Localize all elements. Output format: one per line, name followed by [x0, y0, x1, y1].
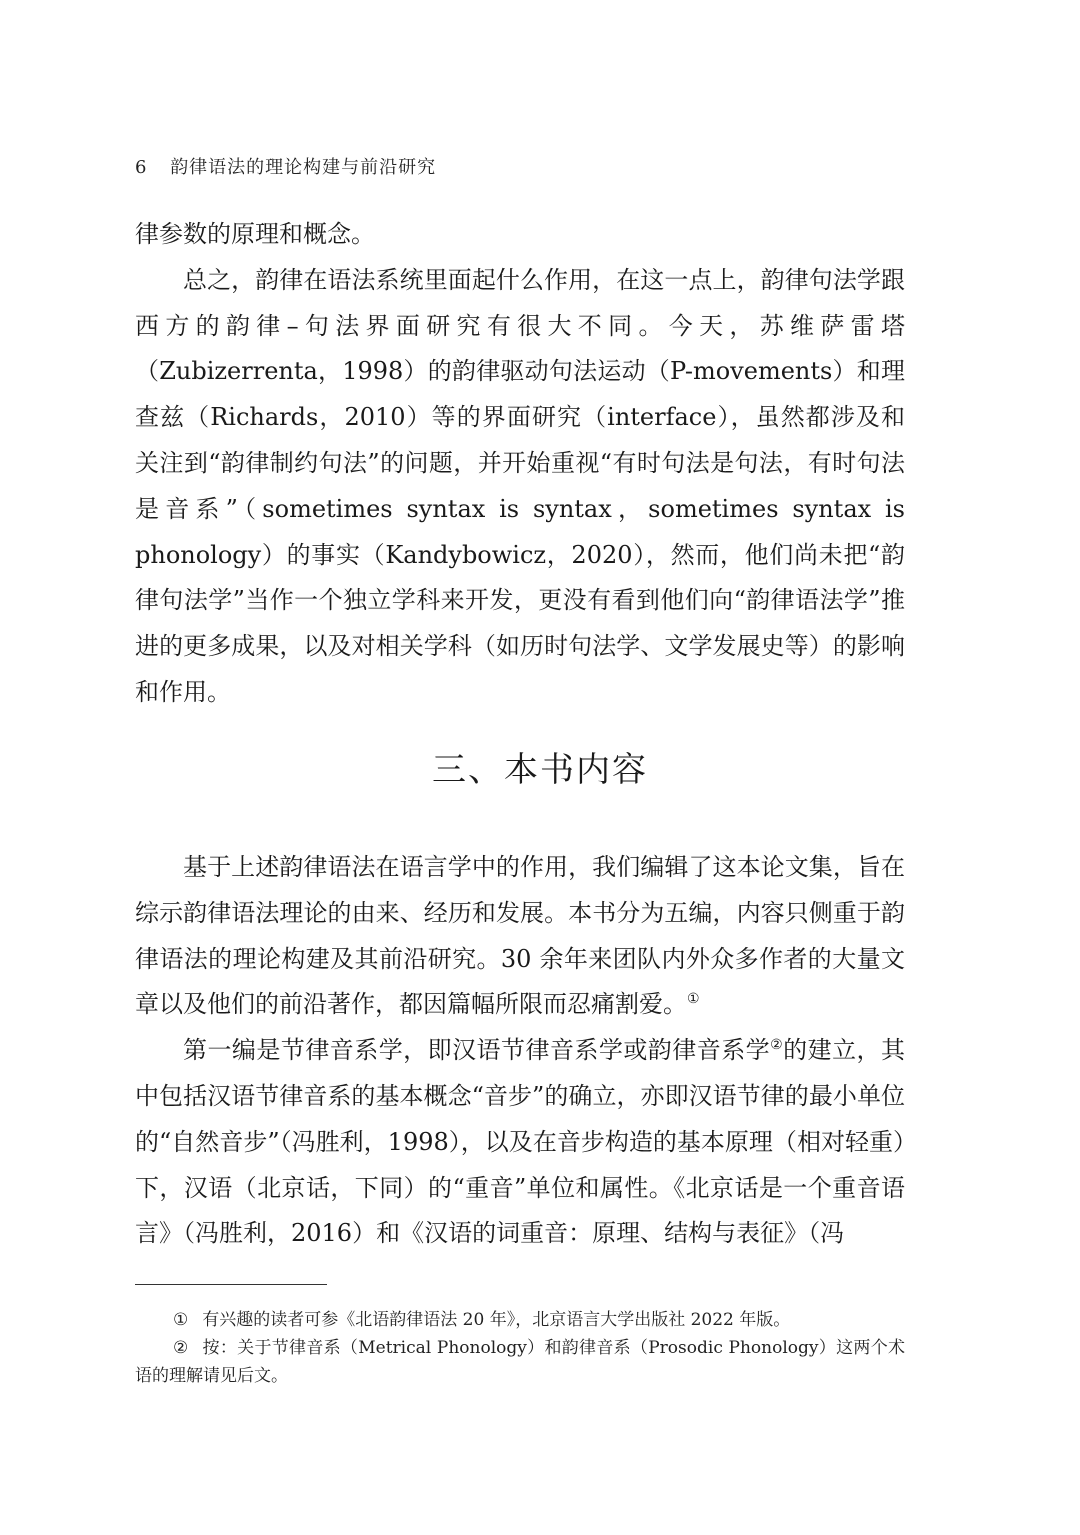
footnote-2-text: 按：关于节律音系（Metrical Phonology）和韵律音系（Prosodic Phonology）这两个术语的理解请见后文。 [135, 1338, 905, 1386]
footnote-1-text: 有兴趣的读者可参《北语韵律语法 20 年》，北京语言大学出版社 2022 年版。 [202, 1310, 791, 1330]
page-number: 6 [135, 157, 148, 178]
footnote-2 [135, 1334, 905, 1390]
footnote-2-mark: ② [173, 1338, 189, 1358]
paragraph-continuation: 律参数的原理和概念。 [135, 220, 375, 248]
paragraph-summary: 总之，韵律在语法系统里面起什么作用，在这一点上，韵律句法学跟西方的韵律–句法界面研究有很大不同。今天，苏维萨雷塔（Zubizerrenta，1998）的韵律驱动句法运动（P-movements）和理查兹（Richards，2010）等的界面研究（interface），虽然都涉及和关注到“韵律制约句法”的问题，并开始重视“有时句法是句法，有时句法是音系”（sometimes syntax is syntax，sometimes syntax is phonology）的事实（Kandybowicz，2020），然而，他们尚未把“韵律句法学”当作一个独立学科来开发，更没有看到他们向“韵律语法学”推进的更多成果，以及对相关学科（如历时句法学、文学发展史等）的影响和作用。 [135, 265, 905, 706]
running-header [135, 153, 436, 179]
paragraph-part-one-text-b: 的建立，其中包括汉语节律音系的基本概念“音步”的确立，亦即汉语节律的最小单位的“自然音步”（冯胜利，1998），以及在音步构造的基本原理（相对轻重）下，汉语（北京话，下同）的“重音”单位和属性。《北京话是一个重音语言》（冯胜利，2016）和《汉语的词重音：原理、结构与表征》（冯 [135, 1036, 905, 1248]
footnote-1 [135, 1306, 905, 1334]
footnotes [135, 1306, 905, 1390]
book-title: 韵律语法的理论构建与前沿研究 [170, 157, 437, 178]
paragraph-part-one [135, 1028, 905, 1257]
footnote-ref-1[interactable]: ① [687, 991, 700, 1008]
paragraph-intro-text: 基于上述韵律语法在语言学中的作用，我们编辑了这本论文集，旨在综示韵律语法理论的由来、经历和发展。本书分为五编，内容只侧重于韵律语法的理论构建及其前沿研究。30 余年来团队内外众多作者的大量文章以及他们的前沿著作，都因篇幅所限而忍痛割爱。 [135, 853, 905, 1019]
footnote-1-mark: ① [173, 1310, 189, 1330]
paragraph-part-one-text-a: 第一编是节律音系学，即汉语节律音系学或韵律音系学 [183, 1036, 771, 1065]
body-text-bottom [135, 845, 905, 1257]
footnote-divider [135, 1284, 327, 1285]
paragraph-intro [135, 845, 905, 1028]
footnote-ref-2[interactable]: ② [770, 1037, 784, 1054]
body-text-top [135, 212, 905, 716]
section-heading: 三、本书内容 [432, 750, 648, 790]
